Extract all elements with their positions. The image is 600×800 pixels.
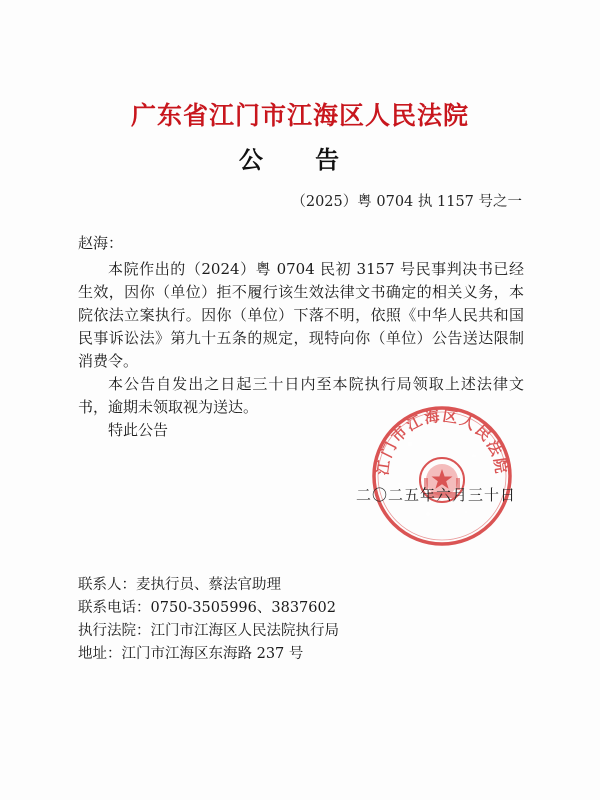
contact-value: 0750-3505996、3837602 [150,600,336,616]
contact-label: 地址： [78,646,122,662]
contact-value: 麦执行员、蔡法官助理 [136,577,281,593]
notice-closing: 特此公告 [108,421,169,439]
address-row [78,643,339,666]
contact-value: 江门市江海区东海路 237 号 [121,646,304,662]
contact-label: 执行法院： [78,623,151,639]
contact-label: 联系电话： [78,600,151,616]
contact-info [78,574,339,666]
court-name-title: 广东省江门市江海区人民法院 [130,101,469,130]
document-number: （2025）粤 0704 执 1157 号之一 [291,194,522,210]
contact-phone-row [78,597,339,620]
contact-person-row [78,574,339,597]
notice-paragraph-2: 本公告自发出之日起三十日内至本院执行局领取上述法律文书，逾期未领取视为送达。 [78,375,524,416]
addressee: 赵海： [78,234,124,252]
contact-label: 联系人： [78,577,136,593]
svg-text:江门市江海区人民法院: 江门市江海区人民法院 [373,406,511,477]
contact-value: 江门市江海区人民法院执行局 [150,623,339,639]
notice-date: 二〇二五年六月三十日 [355,486,516,504]
notice-paragraph-1: 本院作出的（2024）粤 0704 民初 3157 号民事判决书已经生效，因你（单位）拒不履行该生效法律文书确定的相关义务，本院依法立案执行。因你（单位）下落不明，依照《中华人民共和国民事诉讼法》第九十五条的规定，现特向你（单位）公告送达限制消费令。 [78,260,524,370]
court-seal-icon [370,404,514,548]
executing-court-row [78,620,339,643]
document-type-heading: 公 告 [238,145,362,174]
